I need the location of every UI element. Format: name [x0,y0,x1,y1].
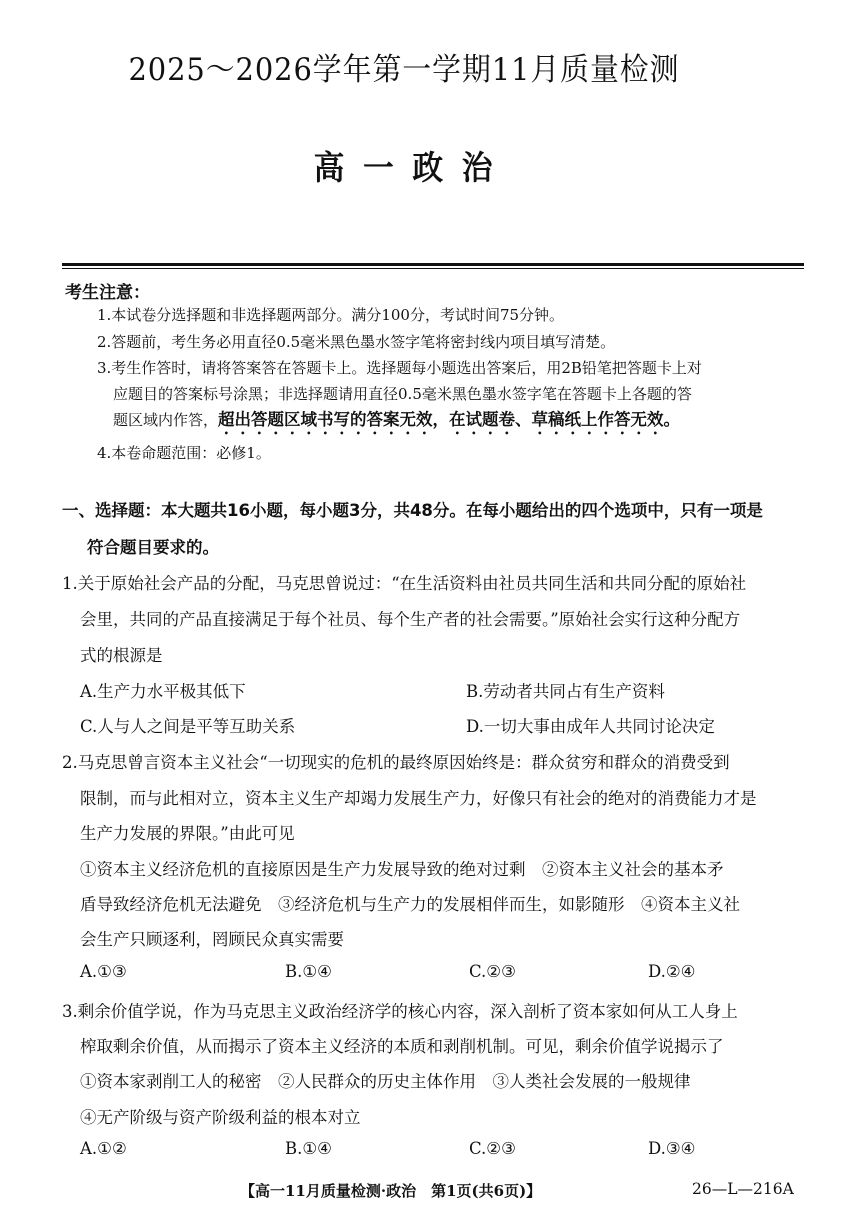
q3-option-d: D.③④ [648,1139,696,1158]
q2-statement-line-1: ①资本主义经济危机的直接原因是生产力发展导致的绝对过剩 ②资本主义社会的基本矛 [80,860,724,879]
notice-item-3-cont: 应题目的答案标号涂黑；非选择题请用直径0.5毫米黑色墨水签字笔在答题卡上各题的答 [113,385,692,403]
q2-stem-line-3: 生产力发展的界限。”由此可见 [80,824,295,843]
q1-stem-line-2: 会里，共同的产品直接满足于每个社员、每个生产者的社会需要。”原始社会实行这种分配方 [80,610,741,629]
notice-item-3: 3.考生作答时，请将答案答在答题卡上。选择题每小题选出答案后，用2B铅笔把答题卡上对 [97,359,702,377]
q3-option-a: A.①② [80,1139,127,1158]
header-rule-thin [62,268,804,269]
q2-option-b: B.①④ [285,962,332,981]
paper-code: 26—L—216A [692,1180,794,1198]
exam-title: 2025～2026学年第一学期11月质量检测 [128,52,680,88]
q3-statement-line-2: ④无产阶级与资产阶级利益的根本对立 [80,1108,361,1127]
q3-option-c: C.②③ [469,1139,516,1158]
q1-option-c: C.人与人之间是平等互助关系 [80,717,296,736]
q2-statement-line-3: 会生产只顾逐利，罔顾民众真实需要 [80,930,344,949]
q1-option-b: B.劳动者共同占有生产资料 [466,682,665,701]
q3-stem-line-2: 榨取剩余价值，从而揭示了资本主义经济的本质和剥削机制。可见，剩余价值学说揭示了 [80,1037,724,1056]
q2-stem-line-2: 限制，而与此相对立，资本主义生产却竭力发展生产力，好像只有社会的绝对的消费能力才是 [80,789,757,808]
notice-item-2: 2.答题前，考生务必用直径0.5毫米黑色墨水签字笔将密封线内项目填写清楚。 [97,333,616,351]
q2-option-d: D.②④ [648,962,696,981]
notice-heading: 考生注意： [65,283,150,303]
q1-stem-line-3: 式的根源是 [80,646,163,665]
notice-item-3-end [113,409,680,438]
q1-option-a: A.生产力水平极其低下 [80,682,246,701]
q3-stem-line-1: 3.剩余价值学说，作为马克思主义政治经济学的核心内容，深入剖析了资本家如何从工人身上 [62,1002,738,1021]
notice-item-3-tail: 题区域内作答， [113,411,219,429]
q1-option-d: D.一切大事由成年人共同讨论决定 [466,717,715,736]
section-heading: 一、选择题：本大题共16小题，每小题3分，共48分。在每小题给出的四个选项中，只有一项是 [62,501,763,520]
notice-item-1: 1.本试卷分选择题和非选择题两部分。满分100分，考试时间75分钟。 [97,306,565,324]
q2-statement-line-2: 盾导致经济危机无法避免 ③经济危机与生产力的发展相伴而生，如影随形 ④资本主义社 [80,895,740,914]
notice-item-4: 4.本卷命题范围：必修1。 [97,444,271,462]
q2-option-a: A.①③ [80,962,127,981]
header-rule-thick [62,263,804,266]
notice-emphasis: 超出答题区域书写的答案无效，在试题卷、草稿纸上作答无效。 [218,410,681,429]
section-heading-cont: 符合题目要求的。 [87,538,219,557]
q3-statement-line-1: ①资本家剥削工人的秘密 ②人民群众的历史主体作用 ③人类社会发展的一般规律 [80,1072,691,1091]
q1-stem-line-1: 1.关于原始社会产品的分配，马克思曾说过：“在生活资料由社员共同生活和共同分配的原始社 [62,574,747,593]
subject-title: 高一政治 [313,148,512,187]
q2-option-c: C.②③ [469,962,516,981]
q2-stem-line-1: 2.马克思曾言资本主义社会“一切现实的危机的最终原因始终是：群众贫穷和群众的消费受到 [62,753,730,772]
q3-option-b: B.①④ [285,1139,332,1158]
page-footer: 【高一11月质量检测·政治 第1页(共6页)】 [240,1182,542,1200]
